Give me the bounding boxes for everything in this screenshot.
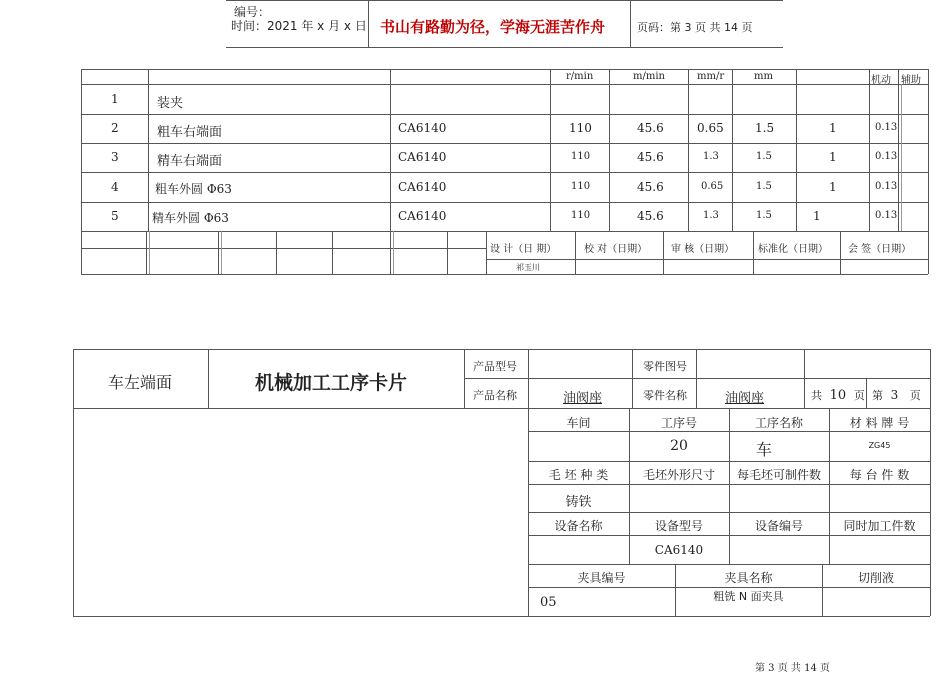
step-equipment: CA6140 — [398, 180, 447, 194]
part-name-label: 零件名称 — [643, 389, 687, 402]
unit-feed: mm/r — [697, 71, 725, 82]
step-depth: 1.5 — [756, 210, 772, 221]
fixture-no-label: 夹具编号 — [577, 571, 626, 585]
equipment-no-label: 设备编号 — [754, 519, 803, 533]
step-equipment: CA6140 — [398, 121, 447, 135]
step-time: 0.13 — [875, 151, 898, 162]
step-cutting-speed: 45.6 — [637, 150, 664, 164]
parts-per-blank-label: 每毛坯可制件数 — [736, 468, 821, 482]
step-time: 0.13 — [875, 181, 898, 192]
equipment-name-label: 设备名称 — [554, 519, 603, 533]
step-speed: 110 — [569, 121, 592, 135]
product-name: 油阀座 — [563, 391, 603, 406]
step-name: 精车右端面 — [157, 154, 223, 169]
step-equipment: CA6140 — [398, 209, 447, 223]
process-name: 车左端面 — [108, 373, 173, 392]
unit-depth: mm — [754, 71, 773, 82]
step-feed: 1.3 — [703, 151, 719, 162]
unit-aux-time: 辅助 — [901, 75, 921, 86]
simultaneous-parts-label: 同时加工件数 — [843, 519, 916, 533]
step-speed: 110 — [571, 181, 591, 192]
step-name: 精车外圆 Φ63 — [152, 211, 229, 225]
unit-speed: r/min — [566, 71, 594, 82]
step-passes: 1 — [829, 121, 837, 135]
signoff-standardization: 标准化（日期） — [758, 244, 828, 255]
step-cutting-speed: 45.6 — [637, 121, 664, 135]
operation-name: 车 — [755, 440, 772, 459]
step-passes: 1 — [813, 209, 821, 223]
step-name: 装夹 — [157, 96, 184, 111]
designer-name: 祁玉川 — [516, 263, 540, 272]
coolant-label: 切削液 — [857, 571, 894, 585]
fixture-name-label: 夹具名称 — [724, 571, 773, 585]
fixture-name: 粗铣 N 面夹具 — [713, 590, 784, 603]
operation-name-label: 工序名称 — [754, 416, 803, 430]
operation-no-label: 工序号 — [660, 416, 697, 430]
step-no: 3 — [111, 150, 119, 164]
step-depth: 1.5 — [756, 181, 772, 192]
step-cutting-speed: 45.6 — [637, 180, 664, 194]
step-equipment: CA6140 — [398, 150, 447, 164]
total-pages: 共 10 页 — [811, 388, 865, 403]
part-name: 油阀座 — [725, 391, 765, 406]
step-depth: 1.5 — [756, 151, 772, 162]
card-title: 机械加工工序卡片 — [255, 372, 408, 394]
signoff-countersign: 会 签（日期） — [848, 244, 912, 255]
operation-no: 20 — [670, 438, 688, 454]
material-grade-label: 材 料 牌 号 — [849, 416, 910, 430]
unit-machine-time: 机动 — [871, 75, 891, 86]
step-depth: 1.5 — [755, 121, 775, 135]
page-label: 页码：第 3 页 共 14 页 — [637, 21, 753, 34]
part-drawing-label: 零件图号 — [643, 360, 687, 373]
signoff-review: 审 核（日期） — [671, 244, 735, 255]
fixture-no: 05 — [540, 595, 557, 610]
step-no: 4 — [111, 180, 119, 194]
equipment-model-label: 设备型号 — [654, 519, 703, 533]
step-feed: 0.65 — [701, 181, 724, 192]
step-no: 5 — [111, 209, 119, 223]
step-name: 粗车右端面 — [157, 125, 223, 140]
number-label: 编号： — [234, 5, 271, 19]
current-page: 第 3 页 — [872, 388, 921, 402]
footer-page: 第 3 页 共 14 页 — [755, 663, 830, 674]
product-model-label: 产品型号 — [473, 360, 517, 373]
step-feed: 0.65 — [697, 121, 724, 135]
signoff-design: 设 计（日 期） — [490, 244, 557, 255]
blank-type-label: 毛 坯 种 类 — [548, 468, 609, 482]
time-label: 时间：2021 年 x 月 x 日 — [231, 19, 367, 33]
unit-cutting-speed: m/min — [633, 71, 665, 82]
step-no: 2 — [111, 121, 119, 135]
step-no: 1 — [111, 92, 119, 106]
step-feed: 1.3 — [703, 210, 719, 221]
step-cutting-speed: 45.6 — [637, 209, 664, 223]
product-name-label: 产品名称 — [473, 389, 517, 402]
parts-per-unit-label: 每 台 件 数 — [849, 468, 910, 482]
motto: 书山有路勤为径，学海无涯苦作舟 — [380, 18, 606, 36]
step-passes: 1 — [829, 180, 837, 194]
step-name: 粗车外圆 Φ63 — [155, 182, 232, 196]
blank-type: 铸铁 — [565, 495, 592, 510]
workshop-label: 车间 — [566, 416, 591, 430]
step-speed: 110 — [571, 210, 591, 221]
step-time: 0.13 — [875, 122, 898, 133]
step-passes: 1 — [829, 150, 837, 164]
signoff-proofread: 校 对（日期） — [584, 244, 648, 255]
material-grade: ZG45 — [868, 441, 891, 450]
blank-size-label: 毛坯外形尺寸 — [642, 468, 715, 482]
step-speed: 110 — [571, 151, 591, 162]
equipment-model: CA6140 — [654, 543, 704, 557]
step-time: 0.13 — [875, 210, 898, 221]
